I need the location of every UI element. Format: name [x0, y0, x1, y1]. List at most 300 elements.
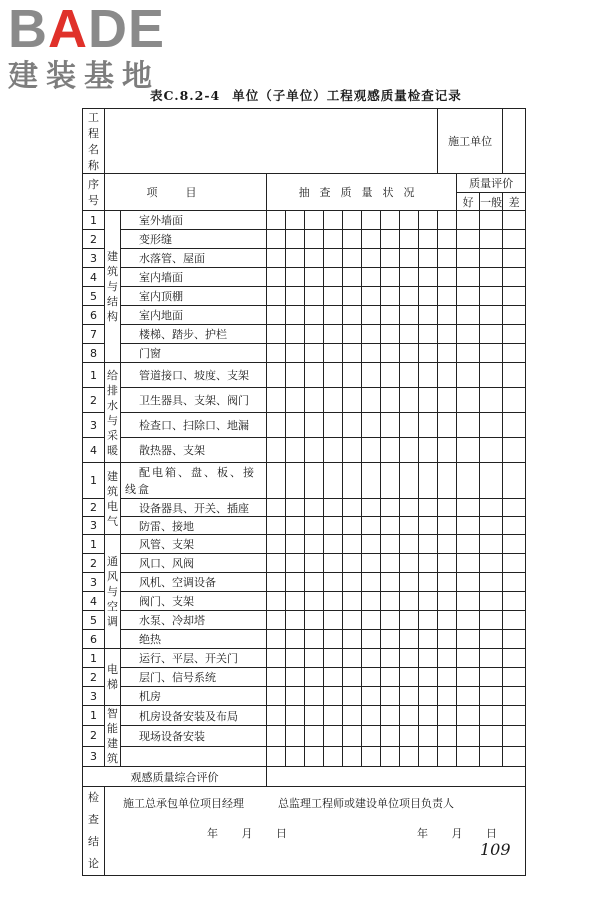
check-cell — [343, 268, 362, 287]
check-cell — [381, 306, 400, 325]
check-cell — [343, 649, 362, 668]
check-cell — [324, 363, 343, 388]
item-number: 3 — [83, 746, 105, 766]
check-cell — [400, 630, 419, 649]
check-cell — [419, 649, 438, 668]
rating-cell — [457, 268, 480, 287]
check-cell — [343, 287, 362, 306]
check-cell — [400, 726, 419, 746]
check-cell — [267, 630, 286, 649]
check-cell — [381, 592, 400, 611]
rating-cell — [480, 630, 503, 649]
project-name-value — [105, 109, 438, 174]
rating-cell — [480, 325, 503, 344]
table-row — [83, 325, 526, 344]
check-cell — [381, 413, 400, 438]
check-cell — [362, 388, 381, 413]
check-cell — [400, 413, 419, 438]
item-number: 5 — [83, 287, 105, 306]
rating-cell — [503, 554, 526, 573]
check-cell — [286, 499, 305, 517]
item-number: 1 — [83, 211, 105, 230]
check-cell — [286, 611, 305, 630]
check-cell — [267, 535, 286, 554]
rating-cell — [457, 554, 480, 573]
rating-cell — [503, 388, 526, 413]
check-cell — [438, 573, 457, 592]
check-cell — [381, 325, 400, 344]
rating-cell — [480, 344, 503, 363]
item-name: 风管、支架 — [121, 535, 267, 554]
check-cell — [362, 325, 381, 344]
rating-cell — [480, 413, 503, 438]
conclusion-label — [83, 787, 105, 876]
check-cell — [324, 499, 343, 517]
rating-cell — [457, 463, 480, 499]
check-cell — [305, 344, 324, 363]
rating-cell — [503, 630, 526, 649]
check-cell — [362, 306, 381, 325]
check-header: 抽查质量状况 — [267, 174, 457, 211]
item-number: 7 — [83, 325, 105, 344]
check-cell — [305, 630, 324, 649]
item-name — [121, 746, 267, 766]
section-name: 建 筑 电 气 — [107, 469, 118, 528]
check-cell — [305, 517, 324, 535]
rating-cell — [503, 363, 526, 388]
check-cell — [381, 630, 400, 649]
check-cell — [343, 230, 362, 249]
check-cell — [438, 535, 457, 554]
check-cell — [362, 592, 381, 611]
check-cell — [286, 573, 305, 592]
rating-cell — [457, 499, 480, 517]
check-cell — [381, 706, 400, 726]
table-row — [83, 109, 526, 174]
check-cell — [343, 746, 362, 766]
table-row — [83, 767, 526, 787]
rating-cell — [503, 249, 526, 268]
check-cell — [305, 413, 324, 438]
check-cell — [324, 687, 343, 706]
check-cell — [286, 268, 305, 287]
check-cell — [305, 388, 324, 413]
check-cell — [343, 726, 362, 746]
rating-cell — [503, 706, 526, 726]
check-cell — [267, 706, 286, 726]
rating-cell — [503, 344, 526, 363]
item-name: 楼梯、踏步、护栏 — [121, 325, 267, 344]
check-cell — [305, 249, 324, 268]
check-cell — [267, 268, 286, 287]
table-row — [83, 611, 526, 630]
check-cell — [305, 726, 324, 746]
check-cell — [362, 463, 381, 499]
check-cell — [305, 211, 324, 230]
contractor-value — [503, 109, 526, 174]
check-cell — [400, 499, 419, 517]
rating-cell — [503, 746, 526, 766]
rating-cell — [457, 363, 480, 388]
section-name: 电 梯 — [107, 663, 118, 691]
table-row — [83, 649, 526, 668]
check-cell — [419, 668, 438, 687]
table-row — [83, 687, 526, 706]
check-cell — [362, 499, 381, 517]
item-number: 3 — [83, 249, 105, 268]
check-cell — [267, 592, 286, 611]
rating-cell — [480, 438, 503, 463]
check-cell — [267, 463, 286, 499]
section-name: 建 筑 与 结 构 — [107, 250, 118, 323]
rating-cell — [457, 611, 480, 630]
check-cell — [267, 746, 286, 766]
conclusion-signatures — [105, 787, 526, 876]
check-cell — [324, 554, 343, 573]
item-name: 机房设备安装及布局 — [121, 706, 267, 726]
check-cell — [324, 630, 343, 649]
check-cell — [362, 706, 381, 726]
rating-good: 好 — [457, 193, 480, 211]
rating-poor: 差 — [503, 193, 526, 211]
rating-cell — [480, 306, 503, 325]
check-cell — [381, 230, 400, 249]
item-number: 5 — [83, 611, 105, 630]
check-cell — [400, 573, 419, 592]
check-cell — [381, 287, 400, 306]
rating-cell — [480, 706, 503, 726]
item-number: 2 — [83, 726, 105, 746]
rating-cell — [503, 687, 526, 706]
check-cell — [324, 230, 343, 249]
check-cell — [267, 517, 286, 535]
check-cell — [305, 363, 324, 388]
table-number: 表C.8.2-4 — [150, 88, 221, 103]
check-cell — [400, 306, 419, 325]
check-cell — [343, 611, 362, 630]
check-cell — [438, 230, 457, 249]
check-cell — [324, 746, 343, 766]
rating-cell — [480, 363, 503, 388]
check-cell — [286, 726, 305, 746]
item-name: 室外墙面 — [121, 211, 267, 230]
check-cell — [324, 592, 343, 611]
check-cell — [343, 517, 362, 535]
rating-cell — [457, 211, 480, 230]
rating-cell — [457, 344, 480, 363]
check-cell — [362, 268, 381, 287]
check-cell — [362, 287, 381, 306]
table-row — [83, 249, 526, 268]
check-cell — [286, 438, 305, 463]
date-supervisor: 年 月 日 — [417, 827, 507, 840]
check-cell — [438, 726, 457, 746]
rating-cell — [457, 668, 480, 687]
rating-cell — [457, 438, 480, 463]
check-cell — [267, 211, 286, 230]
check-cell — [400, 230, 419, 249]
rating-cell — [457, 287, 480, 306]
item-name: 层门、信号系统 — [121, 668, 267, 687]
check-cell — [343, 325, 362, 344]
rating-cell — [480, 611, 503, 630]
check-cell — [381, 344, 400, 363]
section-name: 给 排 水 与 采 暖 — [107, 368, 118, 457]
check-cell — [400, 746, 419, 766]
item-number: 1 — [83, 706, 105, 726]
check-cell — [419, 306, 438, 325]
item-name: 门窗 — [121, 344, 267, 363]
rating-cell — [480, 687, 503, 706]
check-cell — [343, 592, 362, 611]
check-cell — [419, 573, 438, 592]
item-name: 机房 — [121, 687, 267, 706]
check-cell — [286, 363, 305, 388]
check-cell — [286, 535, 305, 554]
check-cell — [438, 592, 457, 611]
item-name: 检查口、扫除口、地漏 — [121, 413, 267, 438]
check-cell — [305, 592, 324, 611]
table-row — [83, 668, 526, 687]
rating-cell — [480, 230, 503, 249]
rating-cell — [480, 554, 503, 573]
check-cell — [438, 706, 457, 726]
table-row — [83, 268, 526, 287]
rating-cell — [480, 592, 503, 611]
check-cell — [362, 363, 381, 388]
check-cell — [362, 535, 381, 554]
check-cell — [324, 649, 343, 668]
check-cell — [267, 438, 286, 463]
check-cell — [343, 413, 362, 438]
section-label — [105, 363, 121, 463]
check-cell — [305, 649, 324, 668]
rating-cell — [457, 249, 480, 268]
table-row — [83, 554, 526, 573]
check-cell — [400, 706, 419, 726]
check-cell — [343, 438, 362, 463]
check-cell — [438, 554, 457, 573]
item-number: 1 — [83, 463, 105, 499]
rating-cell — [503, 573, 526, 592]
rating-cell — [480, 388, 503, 413]
rating-cell — [457, 573, 480, 592]
check-cell — [400, 287, 419, 306]
rating-cell — [457, 388, 480, 413]
check-cell — [419, 413, 438, 438]
rating-cell — [480, 463, 503, 499]
check-cell — [286, 746, 305, 766]
rating-fair: 一般 — [480, 193, 503, 211]
check-cell — [324, 306, 343, 325]
check-cell — [438, 363, 457, 388]
rating-cell — [503, 438, 526, 463]
check-cell — [419, 463, 438, 499]
check-cell — [381, 649, 400, 668]
check-cell — [324, 573, 343, 592]
check-cell — [438, 306, 457, 325]
rating-cell — [503, 306, 526, 325]
table-row — [83, 517, 526, 535]
check-cell — [324, 249, 343, 268]
section-name: 通 风 与 空 调 — [107, 555, 118, 628]
check-cell — [419, 726, 438, 746]
check-cell — [362, 344, 381, 363]
check-cell — [324, 463, 343, 499]
check-cell — [362, 438, 381, 463]
check-cell — [267, 287, 286, 306]
item-number: 2 — [83, 230, 105, 249]
check-cell — [438, 413, 457, 438]
rating-cell — [457, 325, 480, 344]
check-cell — [438, 438, 457, 463]
check-cell — [362, 630, 381, 649]
check-cell — [419, 554, 438, 573]
check-cell — [400, 388, 419, 413]
rating-cell — [480, 746, 503, 766]
check-cell — [286, 706, 305, 726]
check-cell — [419, 268, 438, 287]
check-cell — [286, 344, 305, 363]
check-cell — [438, 668, 457, 687]
check-cell — [267, 499, 286, 517]
check-cell — [305, 554, 324, 573]
rating-cell — [457, 592, 480, 611]
rating-cell — [480, 499, 503, 517]
check-cell — [419, 249, 438, 268]
check-cell — [381, 746, 400, 766]
item-name: 运行、平层、开关门 — [121, 649, 267, 668]
item-name: 水泵、冷却塔 — [121, 611, 267, 630]
table-row — [83, 174, 526, 193]
check-cell — [286, 668, 305, 687]
table-row — [83, 463, 526, 499]
check-cell — [267, 573, 286, 592]
check-cell — [362, 554, 381, 573]
check-cell — [438, 499, 457, 517]
check-cell — [343, 668, 362, 687]
check-cell — [419, 325, 438, 344]
item-name: 室内地面 — [121, 306, 267, 325]
check-cell — [324, 268, 343, 287]
item-name: 卫生器具、支架、阀门 — [121, 388, 267, 413]
check-cell — [343, 211, 362, 230]
rating-cell — [480, 649, 503, 668]
check-cell — [419, 517, 438, 535]
check-cell — [400, 249, 419, 268]
rating-cell — [480, 268, 503, 287]
rating-cell — [480, 726, 503, 746]
section-label — [105, 211, 121, 363]
check-cell — [381, 573, 400, 592]
check-cell — [267, 726, 286, 746]
check-cell — [362, 517, 381, 535]
check-cell — [438, 211, 457, 230]
check-cell — [305, 325, 324, 344]
check-cell — [419, 344, 438, 363]
table-row — [83, 438, 526, 463]
check-cell — [267, 249, 286, 268]
section-name: 智 能 建 筑 — [107, 707, 118, 765]
check-cell — [324, 388, 343, 413]
check-cell — [286, 463, 305, 499]
check-cell — [400, 668, 419, 687]
table-row — [83, 573, 526, 592]
check-cell — [286, 649, 305, 668]
check-cell — [286, 388, 305, 413]
check-cell — [438, 630, 457, 649]
check-cell — [267, 363, 286, 388]
rating-cell — [457, 706, 480, 726]
logo — [8, 2, 165, 94]
rating-cell — [457, 630, 480, 649]
check-cell — [324, 438, 343, 463]
item-name: 室内墙面 — [121, 268, 267, 287]
check-cell — [381, 726, 400, 746]
check-cell — [324, 287, 343, 306]
rating-cell — [503, 268, 526, 287]
item-name: 水落管、屋面 — [121, 249, 267, 268]
check-cell — [400, 211, 419, 230]
check-cell — [381, 687, 400, 706]
check-cell — [324, 726, 343, 746]
page-number: 109 — [480, 840, 511, 859]
rating-cell — [503, 287, 526, 306]
check-cell — [324, 517, 343, 535]
check-cell — [438, 611, 457, 630]
check-cell — [267, 388, 286, 413]
check-cell — [305, 611, 324, 630]
check-cell — [362, 649, 381, 668]
check-cell — [343, 363, 362, 388]
rating-cell — [480, 287, 503, 306]
table-row — [83, 388, 526, 413]
check-cell — [381, 388, 400, 413]
rating-cell — [457, 535, 480, 554]
rating-cell — [480, 573, 503, 592]
check-cell — [324, 668, 343, 687]
check-cell — [305, 306, 324, 325]
check-cell — [400, 554, 419, 573]
check-cell — [438, 325, 457, 344]
check-cell — [286, 230, 305, 249]
check-cell — [381, 438, 400, 463]
check-cell — [286, 630, 305, 649]
rating-cell — [503, 668, 526, 687]
logo-subtitle: 建装基地 — [8, 59, 160, 94]
check-cell — [400, 268, 419, 287]
item-number: 4 — [83, 592, 105, 611]
check-cell — [438, 268, 457, 287]
check-cell — [362, 611, 381, 630]
rating-cell — [457, 517, 480, 535]
check-cell — [286, 306, 305, 325]
check-cell — [343, 306, 362, 325]
rating-cell — [503, 726, 526, 746]
check-cell — [419, 363, 438, 388]
check-cell — [324, 706, 343, 726]
check-cell — [343, 687, 362, 706]
check-cell — [419, 211, 438, 230]
check-cell — [267, 668, 286, 687]
rating-cell — [480, 668, 503, 687]
item-number: 2 — [83, 554, 105, 573]
check-cell — [381, 499, 400, 517]
item-name: 现场设备安装 — [121, 726, 267, 746]
check-cell — [267, 554, 286, 573]
check-cell — [286, 287, 305, 306]
check-cell — [419, 706, 438, 726]
